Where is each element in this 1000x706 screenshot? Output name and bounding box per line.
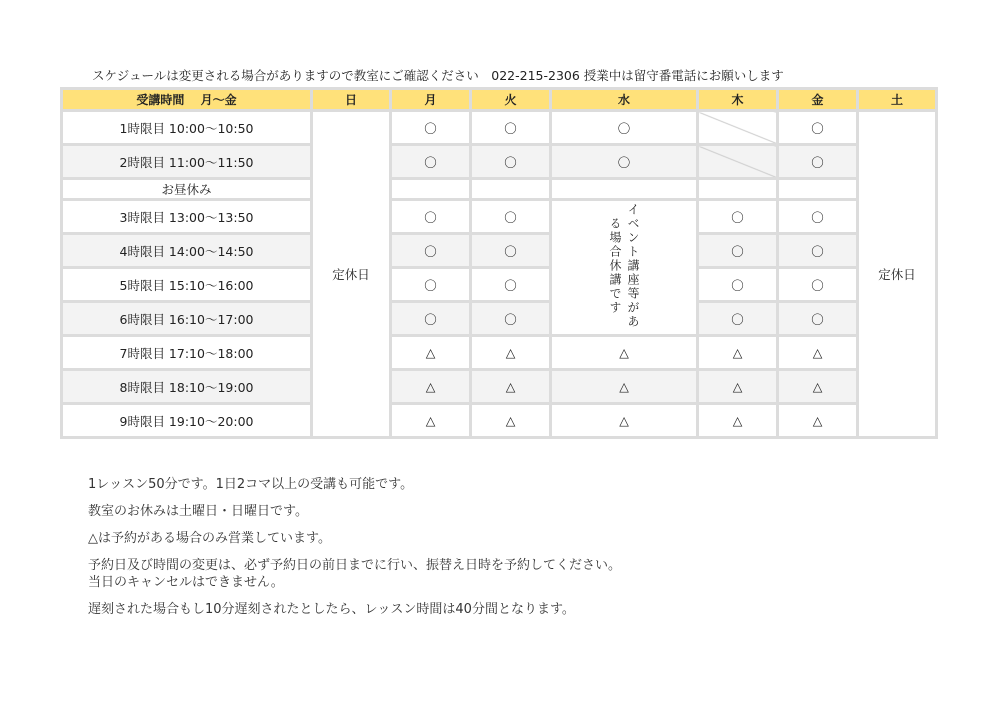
slot-cell: 〇 [391,145,471,179]
slot-cell: 〇 [778,302,858,336]
note: 予約日及び時間の変更は、必ず予約日の前日までに行い、振替え日時を予約してください。 [88,558,622,573]
slot-cell: △ [471,336,551,370]
empty-cell [778,179,858,200]
slot-cell: △ [391,336,471,370]
slot-cell: 〇 [471,145,551,179]
slot-cell: △ [471,370,551,404]
schedule-table [60,87,938,439]
schedule-notice: スケジュールは変更される場合がありますので教室にご確認ください 022-215-2306 授業中は留守番電話にお願いします [92,68,784,83]
slot-cell: △ [778,336,858,370]
lunch-row [62,179,937,200]
time-cell: 5時限目 15:10〜16:00 [62,268,312,302]
slot-cell: △ [778,370,858,404]
saturday-closed: 定休日 [858,111,937,438]
slot-cell: △ [391,370,471,404]
slot-cell: △ [698,404,778,438]
slot-cell: 〇 [471,268,551,302]
time-cell: 1時限目 10:00〜10:50 [62,111,312,145]
time-cell: 7時限目 17:10〜18:00 [62,336,312,370]
note: 教室のお休みは土曜日・日曜日です。 [88,504,308,519]
slot-cell: 〇 [551,111,698,145]
empty-cell [391,179,471,200]
slot-cell: △ [698,370,778,404]
note: 当日のキャンセルはできません。 [88,575,284,590]
unavailable-slash [698,145,778,179]
slot-cell: 〇 [778,268,858,302]
time-cell: 6時限目 16:10〜17:00 [62,302,312,336]
table-row [62,111,937,145]
slot-cell: △ [551,370,698,404]
event-note-text: イベント講座等がある場合休講です [608,203,640,329]
slot-cell: 〇 [391,111,471,145]
time-cell: 4時限目 14:00〜14:50 [62,234,312,268]
table-row [62,302,937,336]
slot-cell: 〇 [698,268,778,302]
slot-cell: △ [551,336,698,370]
header-time: 受講時間 月〜金 [62,89,312,111]
lunch-label: お昼休み [62,179,312,200]
header-wed: 水 [551,89,698,111]
header-sun: 日 [312,89,391,111]
time-cell: 3時限目 13:00〜13:50 [62,200,312,234]
time-cell: 2時限目 11:00〜11:50 [62,145,312,179]
table-row [62,370,937,404]
slot-cell: 〇 [778,145,858,179]
header-row [62,89,937,111]
sunday-closed: 定休日 [312,111,391,438]
slot-cell: 〇 [698,302,778,336]
table-row [62,404,937,438]
table-row [62,234,937,268]
slot-cell: 〇 [471,200,551,234]
wednesday-event-note [551,200,698,336]
slot-cell: 〇 [391,268,471,302]
slot-cell: 〇 [471,111,551,145]
slot-cell: 〇 [391,200,471,234]
slot-cell: 〇 [698,200,778,234]
table-row [62,336,937,370]
empty-cell [551,179,698,200]
slot-cell: 〇 [391,302,471,336]
unavailable-slash [698,111,778,145]
header-mon: 月 [391,89,471,111]
slot-cell: △ [778,404,858,438]
slot-cell: 〇 [471,302,551,336]
table-row [62,268,937,302]
slot-cell: 〇 [551,145,698,179]
note: 1レッスン50分です。1日2コマ以上の受講も可能です。 [88,477,414,492]
time-cell: 8時限目 18:10〜19:00 [62,370,312,404]
time-cell: 9時限目 19:10〜20:00 [62,404,312,438]
table-row [62,145,937,179]
notes [88,476,621,628]
header-fri: 金 [778,89,858,111]
slot-cell: 〇 [778,200,858,234]
header-sat: 土 [858,89,937,111]
slot-cell: 〇 [471,234,551,268]
slot-cell: △ [551,404,698,438]
header-tue: 火 [471,89,551,111]
slot-cell: △ [698,336,778,370]
note: △は予約がある場合のみ営業しています。 [88,531,331,546]
header-thu: 木 [698,89,778,111]
slot-cell: 〇 [698,234,778,268]
table-row [62,200,937,234]
slot-cell: 〇 [778,111,858,145]
slot-cell: 〇 [391,234,471,268]
empty-cell [471,179,551,200]
slot-cell: 〇 [778,234,858,268]
note: 遅刻された場合もし10分遅刻されたとしたら、レッスン時間は40分間となります。 [88,602,575,617]
slot-cell: △ [471,404,551,438]
empty-cell [698,179,778,200]
slot-cell: △ [391,404,471,438]
